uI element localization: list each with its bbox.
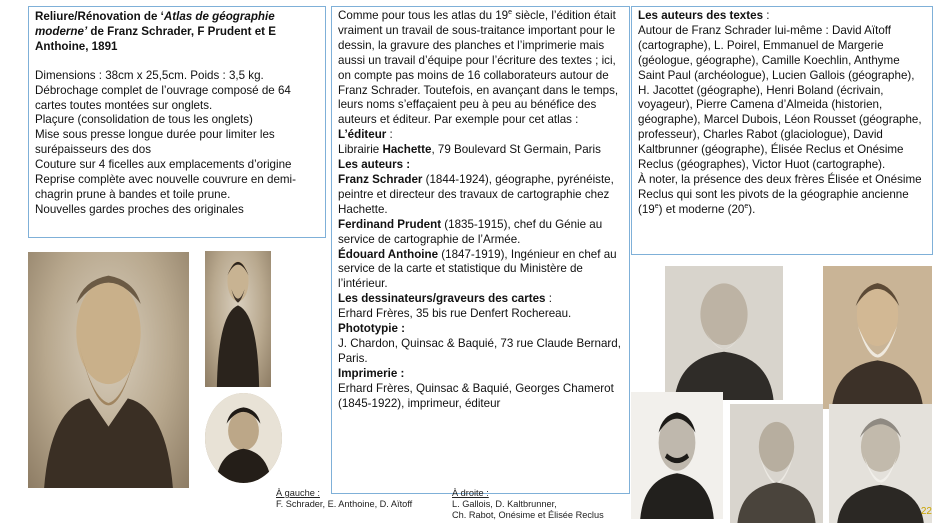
publishing-text-box	[331, 6, 630, 494]
restoration-step: Reprise complète avec nouvelle couvrure en demi-chagrin prune à bandes et toile prune.	[35, 173, 296, 201]
restoration-title: Reliure/Rénovation de ‘Atlas de géographie moderne’ de Franz Schrader, F Prudent et E Anthoine, 1891	[35, 10, 276, 53]
portrait-photo-anthoine	[205, 251, 271, 387]
author-entry: Édouard Anthoine (1847-1919), Ingénieur en chef au service de la carte et statistique du Ministère de l’intérieur.	[338, 247, 617, 291]
caption-right: À droite : L. Gallois, D. Kaltbrunner, Ch. Rabot, Onésime et Élisée Reclus	[452, 488, 604, 520]
portrait-photo-onesime-reclus	[730, 404, 823, 523]
author-entry: Ferdinand Prudent (1835-1915), chef du Génie au service de cartographie de l’Armée.	[338, 217, 603, 246]
intro-paragraph: Comme pour tous les atlas du 19e siècle, l’édition était vraiment un travail de sous-traitance important pour le dessin, la gravure des planches et l’imprimerie mais aussi un travail d’équipe pour l’écriture des textes ; ici, on compte pas moins de 16 collaborateurs autour de Franz Schrader. Toutefois, en avançant dans le temps, leurs noms s’effaçaient peu à peu au bénéfice des auteurs et éditeur. Par exemple pour cet atlas :	[338, 9, 619, 127]
portrait-photo-rabot	[631, 392, 723, 519]
portrait-photo-elisee-reclus	[829, 404, 932, 523]
portrait-photo-gallois	[665, 266, 783, 400]
restoration-step: Couture sur 4 ficelles aux emplacements d’origine	[35, 158, 292, 172]
restoration-text-box	[28, 6, 326, 238]
text-authors-heading: Les auteurs des textes :	[638, 9, 770, 22]
drawers-heading: Les dessinateurs/graveurs des cartes :	[338, 292, 552, 306]
page-number: 22	[920, 506, 932, 517]
portrait-photo-kaltbrunner	[823, 266, 932, 409]
portrait-photo-schrader	[28, 252, 189, 488]
restoration-step: Plaçure (consolidation de tous les onglets)	[35, 113, 253, 127]
editor-text: Librairie Hachette, 79 Boulevard St Germain, Paris	[338, 143, 601, 157]
dimensions-line: Dimensions : 38cm x 25,5cm. Poids : 3,5 kg.	[35, 68, 264, 82]
printer-text: Erhard Frères, Quinsac & Baquié, Georges Chamerot (1845-1922), imprimeur, éditeur	[338, 381, 614, 410]
text-authors-box	[631, 6, 933, 255]
text-authors-list: Autour de Franz Schrader lui-même : David Aïtoff (cartographe), L. Poirel, Emmanuel de Margerie (géologue, géographe), Camille Koechlin, Anthyme Saint Paul (archéologue), Lucien Gallois (géographe), H. Jacottet (géographe), Henri Boland (écrivain, voyageur), Pierre Camena d’Almeida (historien, géographe), Marcel Dubois, Léon Rousset (géographe, professeur), Charles Rabot (glaciologue), David Kaltbrunner (géographe), Élisée Reclus et Onésime Reclus (géographes), Victor Huot (cartographe).	[638, 23, 922, 172]
authors-heading: Les auteurs :	[338, 158, 411, 172]
printer-heading: Imprimerie :	[338, 366, 405, 380]
restoration-step: Mise sous presse longue durée pour limiter les surépaisseurs des dos	[35, 128, 275, 157]
phototype-heading: Phototypie :	[338, 322, 405, 336]
reclus-note: À noter, la présence des deux frères Élisée et Onésime Reclus qui sont les pivots de la géographie ancienne (19e) et moderne (20e).	[638, 172, 922, 216]
author-entry: Franz Schrader (1844-1924), géographe, pyrénéiste, peintre et directeur des travaux de cartographie chez Hachette.	[338, 172, 614, 216]
restoration-step: Débrochage complet de l’ouvrage composé de 64 cartes toutes montées sur onglets.	[35, 83, 291, 112]
drawers-text: Erhard Frères, 35 bis rue Denfert Rochereau.	[338, 307, 572, 321]
editor-heading: L’éditeur :	[338, 128, 393, 142]
caption-left: À gauche : F. Schrader, E. Anthoine, D. Aïtoff	[276, 488, 413, 509]
portrait-photo-aitoff	[205, 393, 282, 483]
restoration-step: Nouvelles gardes proches des originales	[35, 202, 244, 216]
phototype-text: J. Chardon, Quinsac & Baquié, 73 rue Claude Bernard, Paris.	[338, 336, 621, 365]
